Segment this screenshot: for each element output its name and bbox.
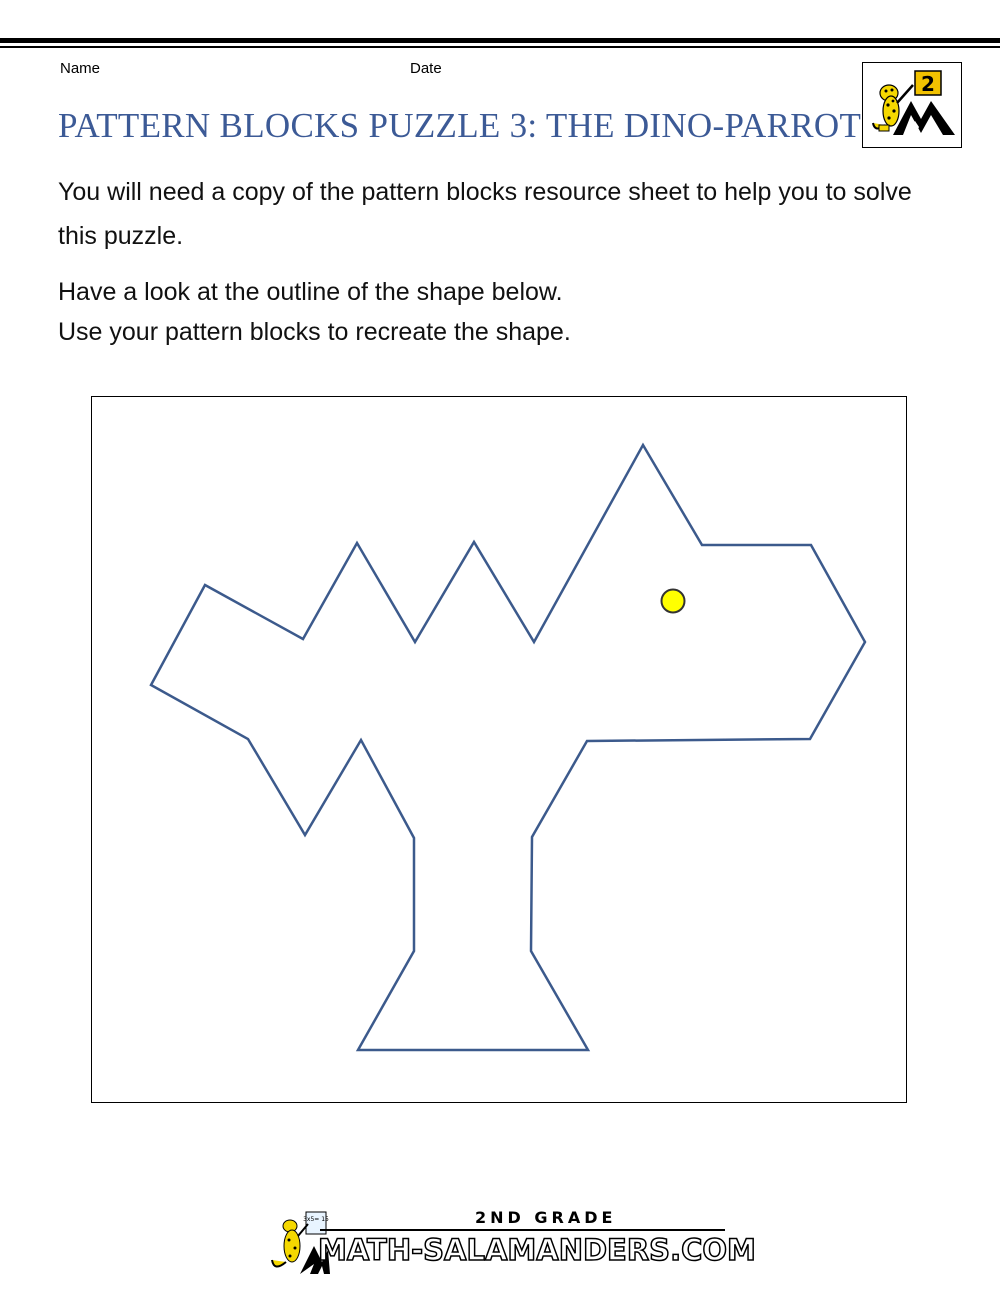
page-title: PATTERN BLOCKS PUZZLE 3: THE DINO-PARROT bbox=[58, 106, 862, 145]
footer-rule bbox=[320, 1229, 725, 1231]
footer-badge-text: 3x5= 15 bbox=[303, 1216, 329, 1223]
date-label: Date bbox=[410, 60, 442, 77]
footer-logo bbox=[270, 1208, 756, 1276]
name-label: Name bbox=[60, 60, 101, 77]
instruction-line-2: Have a look at the outline of the shape below. bbox=[58, 278, 563, 306]
dino-parrot-outline bbox=[151, 445, 865, 1050]
footer-site-name: MATH-SALAMANDERS.COM bbox=[318, 1233, 756, 1267]
instruction-paragraph-1: You will need a copy of the pattern blocks resource sheet to help you to solve this puzzle. bbox=[58, 178, 912, 250]
footer-grade: 2ND GRADE bbox=[475, 1208, 617, 1227]
instruction-line-3: Use your pattern blocks to recreate the shape. bbox=[58, 318, 571, 346]
dino-eye bbox=[662, 590, 685, 613]
logo-grade-number: 2 bbox=[921, 72, 935, 96]
